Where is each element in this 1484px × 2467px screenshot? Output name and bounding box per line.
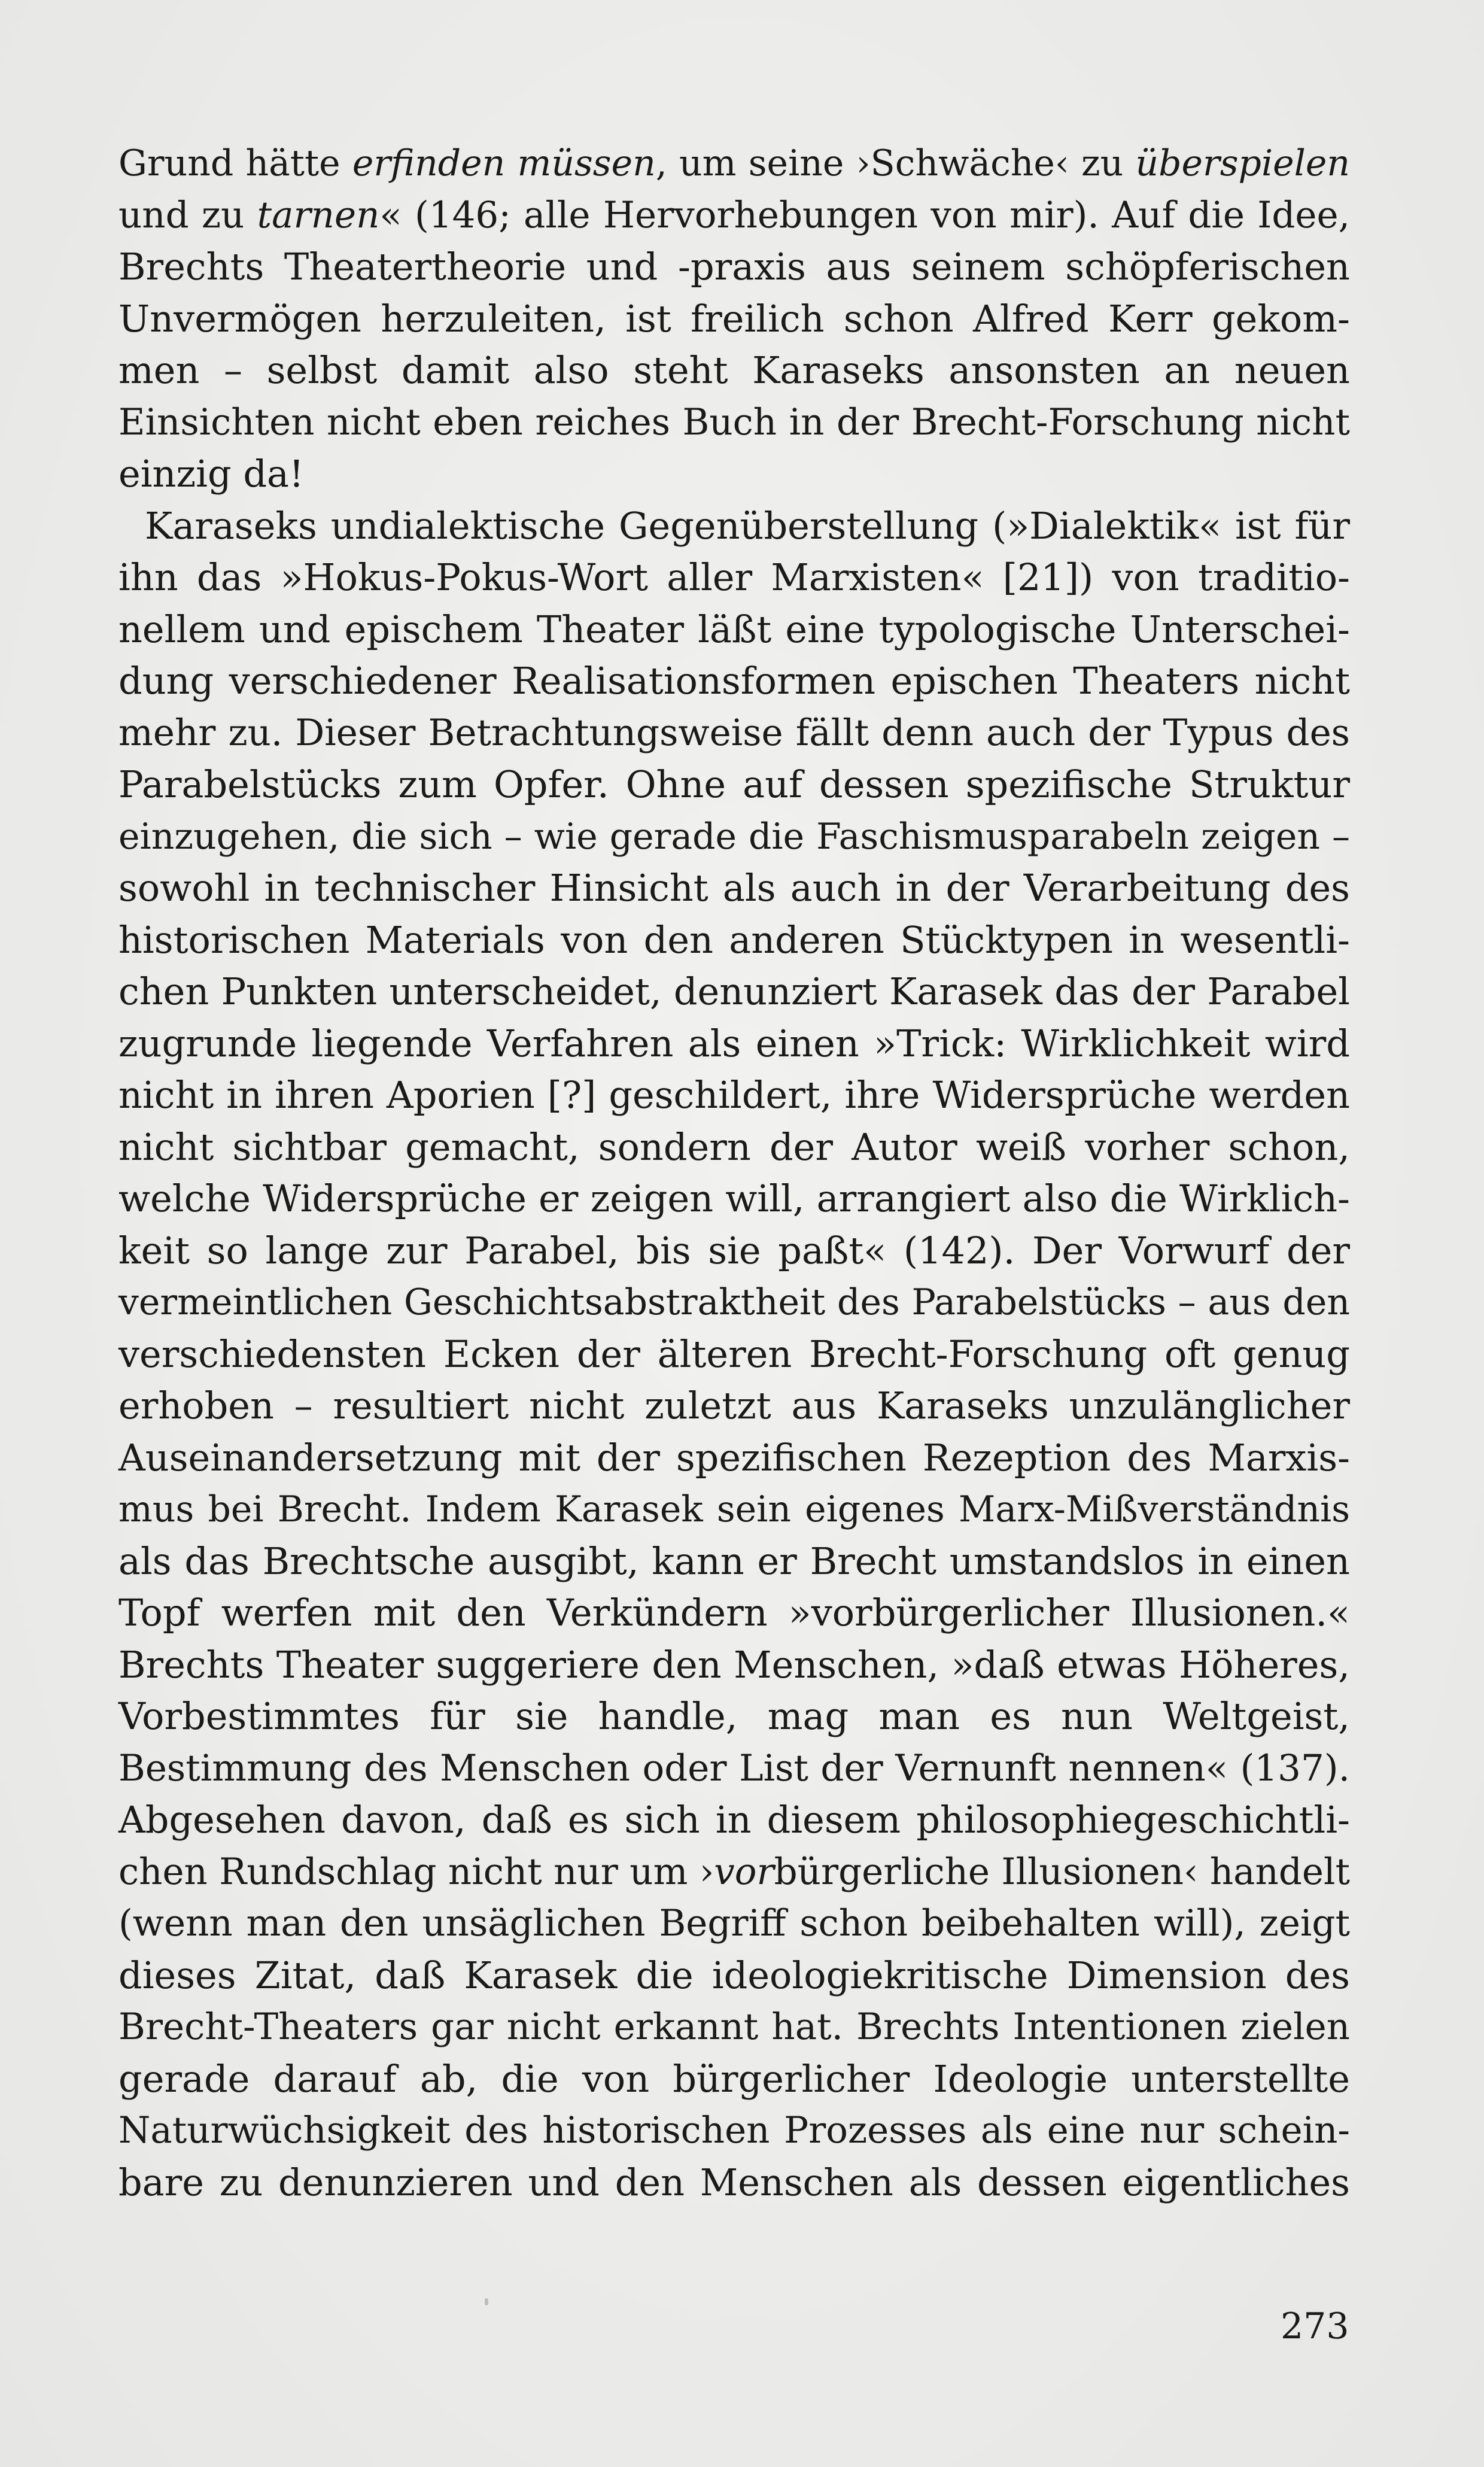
emphasis-text: erfinden müssen	[352, 142, 656, 184]
text-line	[118, 1122, 1350, 1174]
text-line	[118, 1484, 1350, 1536]
text-segment: mus bei Brecht. Indem Karasek sein eigenes Marx-Mißverständnis	[118, 1488, 1350, 1530]
text-line	[118, 655, 1350, 707]
text-line	[118, 604, 1350, 656]
text-segment: Brecht-Theaters gar nicht erkannt hat. Brechts Intentionen zielen	[118, 2006, 1350, 2048]
text-line	[118, 1380, 1350, 1432]
text-line	[118, 1898, 1350, 1950]
text-segment: Unvermögen herzuleiten, ist freilich schon Alfred Kerr gekom-	[118, 296, 1350, 341]
emphasis-text: überspielen	[1135, 142, 1350, 184]
text-segment: bürgerliche Illusionen‹ handelt	[774, 1850, 1350, 1893]
text-segment: einzugehen, die sich – wie gerade die Faschismusparabeln zeigen –	[118, 815, 1350, 858]
text-line	[118, 190, 1350, 242]
text-line	[118, 1691, 1350, 1743]
text-line	[118, 1329, 1350, 1381]
text-segment: gerade darauf ab, die von bürgerlicher Ideologie unterstellte	[118, 2056, 1350, 2101]
text-segment: Vorbestimmtes für sie handle, mag man es nun Weltgeist,	[118, 1694, 1350, 1738]
text-segment: ihn das »Hokus-Pokus-Wort aller Marxisten« [21]) von traditio-	[118, 555, 1350, 599]
text-line	[118, 2105, 1350, 2157]
text-line	[118, 915, 1350, 967]
emphasis-text: tarnen	[257, 193, 380, 236]
text-segment: zugrunde liegende Verfahren als einen »Trick: Wirklichkeit wird	[118, 1021, 1350, 1065]
text-line	[118, 1950, 1350, 2002]
text-segment: erhoben – resultiert nicht zuletzt aus Karaseks unzulänglicher	[118, 1384, 1350, 1427]
text-line	[118, 707, 1350, 759]
text-segment: Abgesehen davon, daß es sich in diesem philosophiegeschichtli-	[118, 1798, 1350, 1842]
text-line	[118, 1432, 1350, 1484]
text-segment: Naturwüchsigkeit des historischen Prozesses als eine nur schein-	[118, 2109, 1350, 2152]
text-segment: einzig da!	[118, 452, 304, 496]
text-line	[118, 1794, 1350, 1846]
text-line	[118, 2157, 1350, 2209]
text-segment: sowohl in technischer Hinsicht als auch in der Verarbeitung des	[118, 866, 1350, 910]
text-segment: Brechts Theater suggeriere den Menschen, »daß etwas Höheres,	[118, 1642, 1350, 1687]
text-line	[118, 811, 1350, 863]
text-line	[118, 1225, 1350, 1277]
text-segment: Auseinandersetzung mit der spezifischen Rezeption des Marxis-	[118, 1435, 1350, 1479]
text-line	[118, 2053, 1350, 2106]
text-segment: als das Brechtsche ausgibt, kann er Brecht umstandslos in einen	[118, 1539, 1350, 1583]
text-line	[118, 1846, 1350, 1898]
text-segment: Karaseks undialektische Gegenüberstellung (»Dialektik« ist für	[145, 503, 1350, 548]
text-segment: und zu	[118, 193, 257, 236]
text-segment: nicht sichtbar gemacht, sondern der Autor weiß vorher schon,	[118, 1125, 1350, 1169]
text-line	[118, 500, 1350, 552]
text-line	[118, 1173, 1350, 1225]
text-segment: Grund hätte	[118, 142, 352, 184]
text-line	[118, 552, 1350, 604]
page-number: 273	[1281, 2305, 1349, 2347]
text-segment: vermeintlichen Geschichtsabstraktheit des Parabelstücks – aus den	[118, 1281, 1350, 1323]
text-line	[118, 1536, 1350, 1588]
text-segment: Topf werfen mit den Verkündern »vorbürgerlicher Illusionen.«	[118, 1591, 1350, 1634]
text-line	[118, 448, 1350, 500]
text-segment: nellem und epischem Theater läßt eine typologische Unterschei-	[118, 607, 1350, 651]
text-segment: welche Widersprüche er zeigen will, arrangiert also die Wirklich-	[118, 1177, 1350, 1220]
text-segment: Bestimmung des Menschen oder List der Vernunft nennen« (137).	[118, 1746, 1350, 1790]
text-line	[118, 759, 1350, 811]
body-text	[118, 138, 1350, 2208]
text-line	[118, 345, 1350, 397]
text-segment: dung verschiedener Realisationsformen epischen Theaters nicht	[118, 659, 1350, 703]
text-segment: « (146; alle Hervorhebungen von mir). Auf die Idee,	[379, 193, 1351, 236]
text-line	[118, 1743, 1350, 1795]
text-line	[118, 966, 1350, 1018]
text-segment: Einsichten nicht eben reiches Buch in der Brecht-Forschung nicht	[118, 400, 1350, 443]
text-segment: mehr zu. Dieser Betrachtungsweise fällt denn auch der Typus des	[118, 711, 1350, 754]
text-segment: Parabelstücks zum Opfer. Ohne auf dessen spezifische Struktur	[118, 762, 1350, 806]
text-line	[118, 1277, 1350, 1329]
text-segment: Brechts Theatertheorie und -praxis aus seinem schöpferischen	[118, 245, 1350, 288]
text-line	[118, 138, 1350, 190]
text-segment: chen Punkten unterscheidet, denunziert Karasek das der Parabel	[118, 970, 1350, 1013]
text-segment: historischen Materials von den anderen Stücktypen in wesentli-	[118, 917, 1350, 962]
text-segment: chen Rundschlag nicht nur um ›	[118, 1850, 714, 1893]
text-line	[118, 397, 1350, 449]
text-line	[118, 1639, 1350, 1691]
text-segment: nicht in ihren Aporien [?] geschildert, ihre Widersprüche werden	[118, 1073, 1350, 1117]
text-line	[118, 2001, 1350, 2053]
text-line	[118, 1070, 1350, 1122]
text-line	[118, 293, 1350, 345]
text-line	[118, 862, 1350, 915]
text-segment: dieses Zitat, daß Karasek die ideologiekritische Dimension des	[118, 1953, 1350, 1997]
text-segment: verschiedensten Ecken der älteren Brecht-Forschung oft genug	[118, 1332, 1350, 1376]
text-line	[118, 1018, 1350, 1070]
text-line	[118, 1587, 1350, 1639]
text-segment: (wenn man den unsäglichen Begriff schon beibehalten will), zeigt	[118, 1902, 1350, 1945]
text-segment: keit so lange zur Parabel, bis sie paßt« (142). Der Vorwurf der	[118, 1228, 1350, 1272]
text-line	[118, 241, 1350, 293]
text-segment: bare zu denunzieren und den Menschen als dessen eigentliches	[118, 2160, 1350, 2204]
paper-speck	[485, 2298, 488, 2305]
text-segment: , um seine ›Schwäche‹ zu	[655, 142, 1136, 184]
text-segment: men – selbst damit also steht Karaseks ansonsten an neuen	[118, 348, 1350, 392]
emphasis-text: vor	[714, 1850, 774, 1893]
